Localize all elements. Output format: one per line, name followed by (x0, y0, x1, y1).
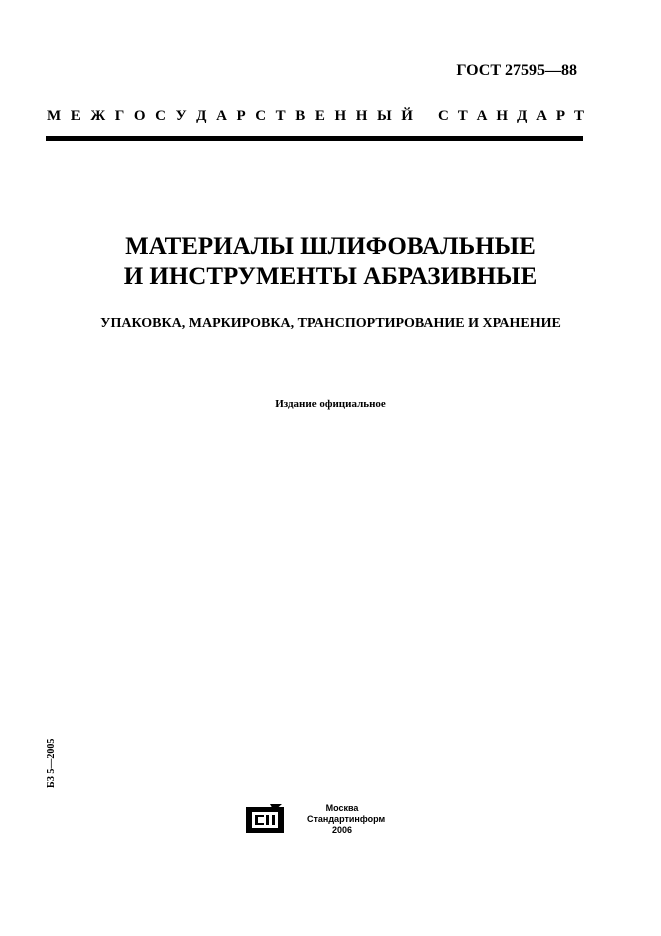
letter: А (536, 108, 547, 124)
letter: Ж (90, 108, 106, 124)
letter: Н (496, 108, 509, 124)
letter: В (295, 108, 306, 124)
standartinform-logo-icon (244, 803, 286, 837)
standard-word-standard (438, 108, 584, 125)
side-code: БЗ 5—2005 (46, 738, 57, 788)
letter: Г (114, 108, 125, 124)
letter: М (47, 108, 62, 124)
letter: С (155, 108, 166, 124)
letter: Е (70, 108, 81, 124)
publisher-name: Стандартинформ (307, 814, 386, 824)
letter: А (476, 108, 488, 124)
letter: Н (334, 108, 347, 124)
document-subtitle: УПАКОВКА, МАРКИРОВКА, ТРАНСПОРТИРОВАНИЕ И ХРАНЕНИЕ (100, 316, 561, 331)
standard-word-interstate (47, 108, 413, 125)
letter: Н (355, 108, 368, 124)
letter: Д (516, 108, 528, 124)
letter: Т (457, 108, 468, 124)
letter: Ы (376, 108, 392, 124)
publisher-city: Москва (325, 803, 359, 813)
letter: А (216, 108, 227, 124)
letter: Р (236, 108, 246, 124)
letter: Е (314, 108, 325, 124)
document-title (0, 232, 661, 292)
title-line-2: И ИНСТРУМЕНТЫ АБРАЗИВНЫЕ (123, 263, 538, 290)
edition-label: Издание официальное (275, 398, 386, 410)
letter: Т (573, 108, 584, 124)
title-line-1: МАТЕРИАЛЫ ШЛИФОВАЛЬНЫЕ (125, 233, 536, 260)
letter: Т (275, 108, 286, 124)
header-rule (46, 136, 583, 141)
letter: Д (196, 108, 207, 124)
letter: С (255, 108, 267, 124)
document-number: ГОСТ 27595—88 (456, 62, 577, 79)
letter: С (438, 108, 449, 124)
publisher-block (307, 803, 386, 836)
letter: У (175, 108, 187, 124)
letter: О (133, 108, 146, 124)
standard-type-line (47, 108, 584, 125)
publisher-year: 2006 (331, 825, 353, 835)
letter: Р (555, 108, 566, 124)
letter: Й (401, 108, 413, 124)
